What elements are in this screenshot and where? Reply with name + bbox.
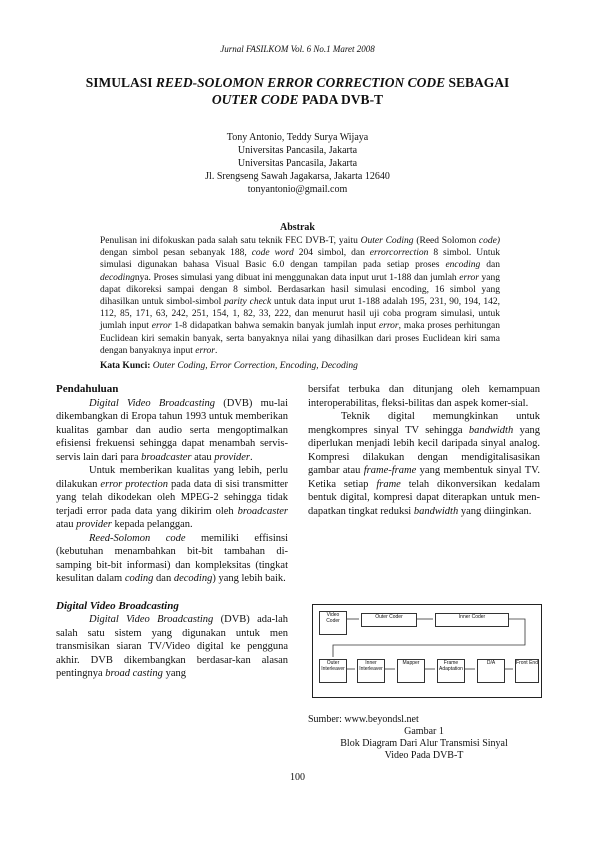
paragraph — [56, 613, 288, 681]
figure-caption-block — [308, 714, 540, 762]
figure-block-diagram — [312, 604, 542, 698]
diagram-box: Frame Adaptation — [437, 659, 465, 683]
italic-text: frame-frame — [363, 465, 417, 476]
figure-source: Sumber: www.beyondsl.net — [308, 714, 419, 725]
text-run: . — [250, 451, 253, 463]
italic-text: frame — [376, 478, 401, 490]
figure-caption-line: Blok Diagram Dari Alur Transmisi Sinyal — [340, 738, 508, 749]
italic-text: Outer Coding — [360, 236, 414, 246]
paragraph — [308, 410, 540, 518]
diagram-box: Inner Interleaver — [357, 659, 385, 683]
text-run: dan — [480, 260, 501, 271]
diagram-box: Video Coder — [319, 611, 347, 635]
text-run: Teknik digital memungkinkan untuk mengkompres sinyal TV sehingga — [308, 411, 540, 436]
title-part1: SIMULASI — [85, 75, 156, 90]
text-run: yang — [162, 668, 186, 679]
text-run: untuk data input urut 1-188 adalah 195, 231, 90, 194, 142, 112, 85, 171, 63, 242, 251, 154, 1, 82, 33, 222, dan menurut hasil uji coba program simulasi, untuk jumlah input — [100, 297, 500, 332]
italic-text: error protection — [100, 478, 168, 490]
italic-text: errorcorrection — [369, 248, 429, 259]
section-heading-pendahuluan: Pendahuluan — [56, 383, 119, 395]
affiliation-1: Universitas Pancasila, Jakarta — [237, 145, 358, 156]
text-run: bersifat terbuka dan ditunjang oleh kemampuan interoperabilitas, fleksi-bilitas dan aspek komer-sial. — [308, 384, 540, 409]
text-run: atau — [56, 519, 77, 530]
italic-text: decoding — [173, 573, 213, 584]
diagram-box: Inner Coder — [435, 613, 509, 627]
text-run: nya. Proses simulasi yang dibuat ini menggunakan data input urut 1-188 dan jumlah — [134, 272, 460, 283]
text-run: Untuk memberikan kualitas yang lebih, perlu dilakukan — [56, 465, 288, 490]
left-column — [56, 383, 288, 681]
italic-text: bandwidth — [468, 424, 514, 436]
diagram-box: Mapper — [397, 659, 425, 683]
text-run: 8 simbol. Untuk simulasi digunakan bahasa Visual Basic 6.0 dengan tampilan pada setiap proses — [100, 248, 500, 271]
author-block — [0, 131, 595, 196]
italic-text: broadcaster — [237, 505, 288, 517]
text-run: ) yang lebih baik. — [212, 573, 286, 584]
text-run: yang diperlukan menjadi lebih kecil daripada sinyal analog. Kompresi dilakukan dengan mendigitalisasikan gambar atau — [308, 424, 540, 476]
italic-text: error — [459, 272, 479, 283]
italic-text: broad casting — [105, 668, 163, 679]
abstract-body — [100, 235, 500, 357]
text-run: memiliki effisinsi (kebutuhan menambahkan bit-bit tambahan di-samping bit-bit informasi) dan kompleksitas (tingkat kesulitan dalam — [56, 532, 288, 584]
italic-text: provider — [76, 519, 112, 530]
email: tonyantonio@gmail.com — [247, 184, 348, 195]
title-part2: REED-SOLOMON ERROR CORRECTION CODE — [155, 75, 446, 90]
text-run: yang diinginkan. — [458, 505, 532, 517]
figure-caption-line: Gambar 1 — [404, 726, 444, 737]
italic-text: decoding — [100, 272, 135, 283]
diagram-box: Outer Coder — [361, 613, 417, 627]
text-run: (DVB) ada-lah salah satu sistem yang digunakan untuk men transmisikan siaran TV/Video digital ke pengguna akhir. DVB dikembangkan berdasar-kan alasan pentingnya — [56, 614, 288, 679]
text-run: 204 simbol, dan — [293, 248, 370, 259]
italic-text: code word — [251, 248, 294, 259]
title-part3: SEBAGAI — [445, 75, 510, 90]
keywords-text: Outer Coding, Error Correction, Encoding, Decoding — [152, 361, 358, 371]
diagram-box: Outer Interleaver — [319, 659, 347, 683]
title-part5: PADA DVB-T — [298, 92, 384, 107]
italic-text: error — [151, 321, 172, 332]
text-run: dengan simbol pesan sebanyak 188, — [100, 248, 252, 259]
italic-text: broadcaster — [141, 451, 192, 463]
diagram-box: Front End — [515, 659, 539, 683]
paragraph — [56, 532, 288, 586]
keywords — [100, 361, 500, 371]
text-run: telah dikonversikan kedalam bentuk digital, kompresi dapat diterapkan untuk men-dapatkan tingkat reduksi — [308, 478, 540, 517]
journal-header: Jurnal FASILKOM Vol. 6 No.1 Maret 2008 — [220, 44, 375, 54]
text-run: (DVB) mu-lai dikembangkan di Eropa tahun 1993 untuk memberikan kualitas gambar dan audio serta mengoptimalkan efisiensi frekuensi sehingga dapat menambah servis-servis lain dari para — [56, 397, 289, 463]
italic-text: code) — [478, 236, 500, 246]
paper-title — [50, 74, 545, 108]
text-run: kepada pelanggan. — [111, 519, 193, 530]
text-run: atau — [191, 451, 215, 463]
text-run: pada data di sisi transmitter yang telah dikodekan oleh MPEG-2 sehingga tidak terjadi error pada data yang dikirim oleh — [56, 478, 288, 517]
italic-text: error — [378, 321, 399, 332]
italic-text: bandwidth — [413, 505, 459, 517]
italic-text: coding — [124, 573, 154, 584]
italic-text: provider — [214, 451, 251, 463]
italic-text: encoding — [445, 260, 481, 271]
italic-text: Reed-Solomon code — [89, 532, 186, 544]
address: Jl. Srengseng Sawah Jagakarsa, Jakarta 12640 — [205, 171, 390, 182]
diagram-box: D/A — [477, 659, 505, 683]
italic-text: Digital Video Broadcasting — [89, 614, 214, 625]
text-run: 1-8 didapatkan bahwa semakin banyak jumlah input — [171, 321, 379, 332]
text-run: Penulisan ini difokuskan pada salah satu teknik FEC DVB-T, yaitu — [100, 236, 361, 246]
affiliation-2: Universitas Pancasila, Jakarta — [237, 158, 358, 169]
abstract-heading: Abstrak — [279, 222, 315, 233]
section-heading-dvb: Digital Video Broadcasting — [56, 599, 179, 612]
text-run: dan — [153, 573, 174, 584]
author-names: Tony Antonio, Teddy Surya Wijaya — [226, 132, 369, 143]
page-number: 100 — [290, 772, 305, 783]
text-run: . — [214, 345, 218, 356]
italic-text: Digital Video Broadcasting — [89, 397, 216, 409]
italic-text: parity check — [224, 297, 272, 308]
right-column — [308, 383, 540, 518]
paragraph — [56, 397, 288, 465]
title-part4: OUTER CODE — [211, 92, 299, 107]
text-run: , maka proses perhitungan Euclidean kiri semakin banyak, serta banyaknya nilai yang dihasilkan dari proses Euclidean kiri sama dengan banyaknya input — [100, 321, 500, 356]
figure-caption-line: Video Pada DVB-T — [384, 750, 464, 761]
paragraph — [56, 464, 288, 532]
italic-text: error — [195, 345, 215, 356]
keywords-label: Kata Kunci: — [100, 361, 151, 371]
text-run: yang dapat dikoreksi sampai dengan 8 simbol. Berdasarkan hasil simulasi encoding, 16 simbol yang dihasilkan untuk simbol-simbol — [100, 272, 500, 308]
text-run: yang membentuk sinyal TV. Ketika setiap — [308, 465, 540, 490]
paragraph — [308, 383, 540, 410]
text-run: (Reed Solomon — [413, 236, 479, 246]
